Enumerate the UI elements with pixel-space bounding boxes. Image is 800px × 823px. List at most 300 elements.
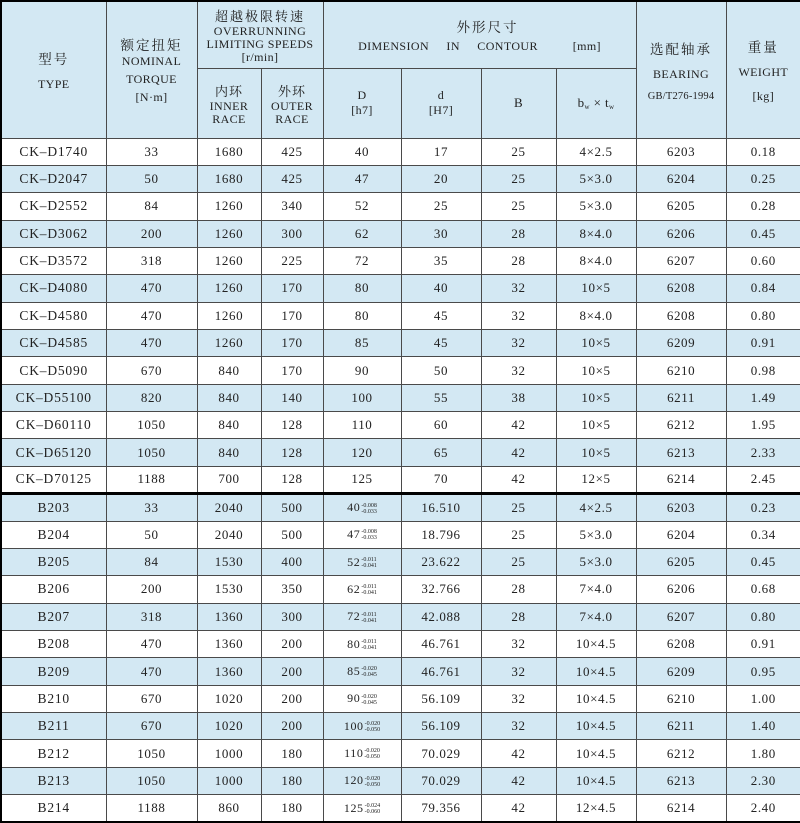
cell-bt: 5×3.0 <box>556 165 636 192</box>
table-row <box>1 630 800 657</box>
table-header <box>1 1 800 138</box>
cell-weight: 0.84 <box>726 275 800 302</box>
col-header-torque: 额定扭矩 NOMINAL TORQUE [N·m] <box>106 1 197 138</box>
cell-inner: 1360 <box>197 658 261 685</box>
cell-inner: 1530 <box>197 548 261 575</box>
cell-bt: 10×5 <box>556 275 636 302</box>
cell-outer: 180 <box>261 740 323 767</box>
cell-d: 65 <box>401 439 481 466</box>
table-row <box>1 466 800 493</box>
cell-B: 32 <box>481 713 556 740</box>
col-header-bearing: 选配轴承 BEARING GB/T276-1994 <box>636 1 726 138</box>
cell-d: 20 <box>401 165 481 192</box>
cell-type: CK–D65120 <box>1 439 106 466</box>
cell-outer: 200 <box>261 713 323 740</box>
cell-weight: 1.40 <box>726 713 800 740</box>
cell-d: 17 <box>401 138 481 165</box>
cell-outer: 128 <box>261 466 323 493</box>
cell-bt: 5×3.0 <box>556 521 636 548</box>
cell-weight: 0.80 <box>726 302 800 329</box>
cell-type: CK–D4580 <box>1 302 106 329</box>
cell-type: CK–D60110 <box>1 412 106 439</box>
cell-bt: 10×4.5 <box>556 713 636 740</box>
cell-bt: 10×4.5 <box>556 658 636 685</box>
cell-B: 25 <box>481 548 556 575</box>
tolerance-stack: -0.008 -0.033 <box>361 529 377 542</box>
cell-D: 110 -0.020 -0.050 <box>323 740 401 767</box>
cell-B: 32 <box>481 275 556 302</box>
cell-inner: 2040 <box>197 521 261 548</box>
cell-d: 42.088 <box>401 603 481 630</box>
cell-type: B207 <box>1 603 106 630</box>
cell-bearing: 6208 <box>636 630 726 657</box>
cell-bearing: 6204 <box>636 165 726 192</box>
cell-B: 25 <box>481 521 556 548</box>
cell-inner: 1000 <box>197 767 261 794</box>
cell-d: 55 <box>401 384 481 411</box>
cell-inner: 1680 <box>197 165 261 192</box>
cell-bearing: 6213 <box>636 439 726 466</box>
cell-bt: 10×4.5 <box>556 685 636 712</box>
cell-bearing: 6209 <box>636 658 726 685</box>
tolerance-stack: -0.008 -0.033 <box>361 502 377 515</box>
cell-bearing: 6207 <box>636 603 726 630</box>
cell-B: 25 <box>481 165 556 192</box>
cell-torque: 318 <box>106 603 197 630</box>
cell-d: 45 <box>401 302 481 329</box>
cell-type: CK–D3062 <box>1 220 106 247</box>
cell-D: 125 -0.024 -0.060 <box>323 795 401 822</box>
ck-section <box>1 138 800 494</box>
cell-inner: 1020 <box>197 713 261 740</box>
cell-bearing: 6214 <box>636 795 726 822</box>
cell-inner: 1020 <box>197 685 261 712</box>
cell-weight: 0.91 <box>726 330 800 357</box>
cell-d: 56.109 <box>401 685 481 712</box>
cell-type: B214 <box>1 795 106 822</box>
cell-outer: 425 <box>261 165 323 192</box>
cell-outer: 200 <box>261 630 323 657</box>
cell-weight: 0.23 <box>726 494 800 521</box>
cell-type: B208 <box>1 630 106 657</box>
table-row <box>1 275 800 302</box>
cell-weight: 0.28 <box>726 193 800 220</box>
cell-torque: 318 <box>106 247 197 274</box>
cell-d: 45 <box>401 330 481 357</box>
cell-inner: 1260 <box>197 220 261 247</box>
cell-weight: 0.45 <box>726 548 800 575</box>
cell-outer: 128 <box>261 412 323 439</box>
cell-bt: 10×4.5 <box>556 740 636 767</box>
cell-torque: 1188 <box>106 466 197 493</box>
cell-bt: 10×4.5 <box>556 630 636 657</box>
cell-D: 47 <box>323 165 401 192</box>
cell-type: CK–D2047 <box>1 165 106 192</box>
table-row <box>1 247 800 274</box>
cell-bearing: 6204 <box>636 521 726 548</box>
cell-torque: 470 <box>106 658 197 685</box>
col-header-B: B <box>481 68 556 138</box>
cell-type: B211 <box>1 713 106 740</box>
cell-torque: 670 <box>106 713 197 740</box>
cell-bearing: 6209 <box>636 330 726 357</box>
tolerance-stack: -0.020 -0.045 <box>361 666 377 679</box>
cell-B: 32 <box>481 302 556 329</box>
cell-bearing: 6206 <box>636 576 726 603</box>
cell-B: 42 <box>481 412 556 439</box>
col-header-d: d [H7] <box>401 68 481 138</box>
cell-outer: 425 <box>261 138 323 165</box>
cell-outer: 128 <box>261 439 323 466</box>
cell-D: 100 -0.020 -0.050 <box>323 713 401 740</box>
cell-D: 80 <box>323 302 401 329</box>
cell-d: 79.356 <box>401 795 481 822</box>
table-row <box>1 412 800 439</box>
cell-D: 62 <box>323 220 401 247</box>
cell-bearing: 6203 <box>636 494 726 521</box>
table-row <box>1 384 800 411</box>
cell-type: B205 <box>1 548 106 575</box>
cell-bt: 8×4.0 <box>556 247 636 274</box>
b-section <box>1 494 800 822</box>
cell-bearing: 6210 <box>636 357 726 384</box>
cell-weight: 2.30 <box>726 767 800 794</box>
cell-type: CK–D55100 <box>1 384 106 411</box>
cell-bearing: 6205 <box>636 548 726 575</box>
cell-B: 25 <box>481 494 556 521</box>
table-row <box>1 603 800 630</box>
cell-d: 30 <box>401 220 481 247</box>
tolerance-stack: -0.020 -0.050 <box>364 775 381 788</box>
col-header-outer-race: 外环 OUTER RACE <box>261 68 323 138</box>
cell-bearing: 6208 <box>636 302 726 329</box>
cell-D: 85 -0.020 -0.045 <box>323 658 401 685</box>
cell-type: B206 <box>1 576 106 603</box>
cell-bt: 10×5 <box>556 412 636 439</box>
cell-d: 70.029 <box>401 740 481 767</box>
cell-bt: 8×4.0 <box>556 302 636 329</box>
cell-bt: 4×2.5 <box>556 138 636 165</box>
cell-outer: 400 <box>261 548 323 575</box>
cell-outer: 300 <box>261 220 323 247</box>
cell-outer: 200 <box>261 658 323 685</box>
cell-bearing: 6213 <box>636 767 726 794</box>
cell-outer: 170 <box>261 330 323 357</box>
cell-bt: 10×4.5 <box>556 767 636 794</box>
table-row <box>1 521 800 548</box>
cell-B: 42 <box>481 466 556 493</box>
cell-inner: 1360 <box>197 603 261 630</box>
col-header-inner-race: 内环 INNER RACE <box>197 68 261 138</box>
table-row <box>1 165 800 192</box>
cell-bearing: 6208 <box>636 275 726 302</box>
cell-d: 16.510 <box>401 494 481 521</box>
cell-inner: 840 <box>197 357 261 384</box>
tolerance-stack: -0.024 -0.060 <box>364 802 381 815</box>
col-header-weight: 重量 WEIGHT [kg] <box>726 1 800 138</box>
table-row <box>1 740 800 767</box>
cell-bt: 10×5 <box>556 384 636 411</box>
cell-weight: 0.68 <box>726 576 800 603</box>
table-row <box>1 658 800 685</box>
cell-bearing: 6210 <box>636 685 726 712</box>
cell-outer: 225 <box>261 247 323 274</box>
cell-torque: 200 <box>106 220 197 247</box>
cell-weight: 1.95 <box>726 412 800 439</box>
cell-bt: 8×4.0 <box>556 220 636 247</box>
cell-bt: 7×4.0 <box>556 603 636 630</box>
cell-d: 40 <box>401 275 481 302</box>
cell-B: 42 <box>481 795 556 822</box>
cell-inner: 1260 <box>197 275 261 302</box>
cell-bearing: 6206 <box>636 220 726 247</box>
cell-D: 40 -0.008 -0.033 <box>323 494 401 521</box>
cell-weight: 1.80 <box>726 740 800 767</box>
cell-D: 47 -0.008 -0.033 <box>323 521 401 548</box>
cell-B: 28 <box>481 576 556 603</box>
cell-torque: 670 <box>106 357 197 384</box>
tolerance-stack: -0.020 -0.045 <box>361 693 377 706</box>
cell-B: 28 <box>481 603 556 630</box>
cell-weight: 0.98 <box>726 357 800 384</box>
table-row <box>1 357 800 384</box>
cell-inner: 1000 <box>197 740 261 767</box>
cell-B: 42 <box>481 439 556 466</box>
cell-weight: 0.34 <box>726 521 800 548</box>
cell-D: 120 -0.020 -0.050 <box>323 767 401 794</box>
cell-bearing: 6214 <box>636 466 726 493</box>
col-header-bxt: $b_w \times t_w$ <box>556 68 636 138</box>
cell-d: 35 <box>401 247 481 274</box>
cell-B: 28 <box>481 220 556 247</box>
cell-inner: 1260 <box>197 330 261 357</box>
cell-outer: 350 <box>261 576 323 603</box>
cell-type: B204 <box>1 521 106 548</box>
cell-inner: 1260 <box>197 247 261 274</box>
cell-type: CK–D2552 <box>1 193 106 220</box>
cell-bt: 5×3.0 <box>556 548 636 575</box>
cell-D: 120 <box>323 439 401 466</box>
cell-weight: 0.91 <box>726 630 800 657</box>
cell-d: 46.761 <box>401 658 481 685</box>
cell-inner: 700 <box>197 466 261 493</box>
cell-outer: 500 <box>261 494 323 521</box>
cell-outer: 170 <box>261 357 323 384</box>
cell-type: B212 <box>1 740 106 767</box>
cell-D: 110 <box>323 412 401 439</box>
cell-weight: 0.25 <box>726 165 800 192</box>
cell-outer: 340 <box>261 193 323 220</box>
cell-torque: 470 <box>106 330 197 357</box>
cell-weight: 2.33 <box>726 439 800 466</box>
cell-bt: 10×5 <box>556 357 636 384</box>
cell-outer: 140 <box>261 384 323 411</box>
cell-D: 40 <box>323 138 401 165</box>
cell-bt: 4×2.5 <box>556 494 636 521</box>
cell-D: 62 -0.011 -0.041 <box>323 576 401 603</box>
cell-torque: 1050 <box>106 439 197 466</box>
cell-B: 28 <box>481 247 556 274</box>
table-row <box>1 302 800 329</box>
cell-torque: 84 <box>106 193 197 220</box>
cell-D: 72 -0.011 -0.041 <box>323 603 401 630</box>
cell-outer: 300 <box>261 603 323 630</box>
cell-inner: 840 <box>197 384 261 411</box>
tolerance-stack: -0.020 -0.050 <box>364 748 380 761</box>
cell-D: 80 -0.011 -0.041 <box>323 630 401 657</box>
cell-bt: 12×4.5 <box>556 795 636 822</box>
cell-torque: 33 <box>106 138 197 165</box>
cell-bt: 10×5 <box>556 439 636 466</box>
table-row <box>1 220 800 247</box>
cell-B: 32 <box>481 330 556 357</box>
cell-B: 32 <box>481 630 556 657</box>
table-row <box>1 439 800 466</box>
cell-B: 32 <box>481 685 556 712</box>
cell-D: 90 -0.020 -0.045 <box>323 685 401 712</box>
cell-torque: 50 <box>106 165 197 192</box>
cell-bearing: 6205 <box>636 193 726 220</box>
cell-D: 125 <box>323 466 401 493</box>
cell-inner: 840 <box>197 439 261 466</box>
cell-bearing: 6203 <box>636 138 726 165</box>
cell-torque: 84 <box>106 548 197 575</box>
cell-D: 80 <box>323 275 401 302</box>
cell-torque: 200 <box>106 576 197 603</box>
cell-weight: 1.00 <box>726 685 800 712</box>
cell-d: 70.029 <box>401 767 481 794</box>
cell-bearing: 6211 <box>636 713 726 740</box>
cell-outer: 180 <box>261 795 323 822</box>
cell-d: 18.796 <box>401 521 481 548</box>
cell-B: 25 <box>481 138 556 165</box>
cell-bt: 12×5 <box>556 466 636 493</box>
table-row <box>1 685 800 712</box>
cell-B: 25 <box>481 193 556 220</box>
cell-D: 85 <box>323 330 401 357</box>
cell-weight: 0.60 <box>726 247 800 274</box>
table-row <box>1 138 800 165</box>
cell-D: 90 <box>323 357 401 384</box>
cell-type: CK–D4080 <box>1 275 106 302</box>
cell-torque: 670 <box>106 685 197 712</box>
cell-torque: 1050 <box>106 412 197 439</box>
cell-torque: 50 <box>106 521 197 548</box>
cell-inner: 2040 <box>197 494 261 521</box>
cell-type: CK–D4585 <box>1 330 106 357</box>
cell-inner: 1260 <box>197 193 261 220</box>
cell-d: 70 <box>401 466 481 493</box>
cell-B: 32 <box>481 658 556 685</box>
cell-weight: 0.18 <box>726 138 800 165</box>
cell-inner: 1260 <box>197 302 261 329</box>
table-row <box>1 494 800 521</box>
cell-bearing: 6207 <box>636 247 726 274</box>
cell-torque: 470 <box>106 630 197 657</box>
table-row <box>1 767 800 794</box>
cell-weight: 2.40 <box>726 795 800 822</box>
table-row <box>1 548 800 575</box>
group-header-speeds: 超越极限转速 OVERRUNNING LIMITING SPEEDS [r/min] <box>197 1 323 68</box>
cell-inner: 840 <box>197 412 261 439</box>
tolerance-stack: -0.011 -0.041 <box>361 638 377 651</box>
cell-torque: 820 <box>106 384 197 411</box>
cell-type: CK–D3572 <box>1 247 106 274</box>
cell-outer: 500 <box>261 521 323 548</box>
table-row <box>1 713 800 740</box>
cell-D: 72 <box>323 247 401 274</box>
cell-type: B210 <box>1 685 106 712</box>
col-header-D: D [h7] <box>323 68 401 138</box>
cell-type: B209 <box>1 658 106 685</box>
cell-B: 42 <box>481 740 556 767</box>
cell-torque: 1050 <box>106 740 197 767</box>
cell-D: 52 <box>323 193 401 220</box>
cell-d: 23.622 <box>401 548 481 575</box>
cell-weight: 0.45 <box>726 220 800 247</box>
cell-weight: 1.49 <box>726 384 800 411</box>
cell-bt: 5×3.0 <box>556 193 636 220</box>
cell-B: 42 <box>481 767 556 794</box>
cell-weight: 2.45 <box>726 466 800 493</box>
cell-outer: 200 <box>261 685 323 712</box>
cell-inner: 1680 <box>197 138 261 165</box>
cell-weight: 0.80 <box>726 603 800 630</box>
cell-d: 25 <box>401 193 481 220</box>
table-row <box>1 330 800 357</box>
cell-bearing: 6211 <box>636 384 726 411</box>
cell-bt: 7×4.0 <box>556 576 636 603</box>
cell-inner: 860 <box>197 795 261 822</box>
cell-weight: 0.95 <box>726 658 800 685</box>
cell-outer: 180 <box>261 767 323 794</box>
cell-inner: 1530 <box>197 576 261 603</box>
cell-B: 38 <box>481 384 556 411</box>
cell-type: CK–D70125 <box>1 466 106 493</box>
col-header-type: 型号 TYPE <box>1 1 106 138</box>
cell-torque: 470 <box>106 275 197 302</box>
tolerance-stack: -0.011 -0.041 <box>361 556 377 569</box>
table-row <box>1 193 800 220</box>
cell-D: 52 -0.011 -0.041 <box>323 548 401 575</box>
cell-torque: 1050 <box>106 767 197 794</box>
cell-torque: 470 <box>106 302 197 329</box>
cell-torque: 33 <box>106 494 197 521</box>
cell-bearing: 6212 <box>636 740 726 767</box>
tolerance-stack: -0.011 -0.041 <box>361 584 377 597</box>
cell-outer: 170 <box>261 302 323 329</box>
cell-d: 56.109 <box>401 713 481 740</box>
cell-B: 32 <box>481 357 556 384</box>
cell-d: 50 <box>401 357 481 384</box>
cell-type: B213 <box>1 767 106 794</box>
cell-type: CK–D1740 <box>1 138 106 165</box>
tolerance-stack: -0.011 -0.041 <box>361 611 377 624</box>
cell-type: B203 <box>1 494 106 521</box>
cell-bt: 10×5 <box>556 330 636 357</box>
cell-D: 100 <box>323 384 401 411</box>
table-row <box>1 576 800 603</box>
cell-d: 32.766 <box>401 576 481 603</box>
cell-bearing: 6212 <box>636 412 726 439</box>
cell-d: 46.761 <box>401 630 481 657</box>
table-row <box>1 795 800 822</box>
cell-inner: 1360 <box>197 630 261 657</box>
tolerance-stack: -0.020 -0.050 <box>364 720 381 733</box>
cell-torque: 1188 <box>106 795 197 822</box>
cell-outer: 170 <box>261 275 323 302</box>
cell-d: 60 <box>401 412 481 439</box>
